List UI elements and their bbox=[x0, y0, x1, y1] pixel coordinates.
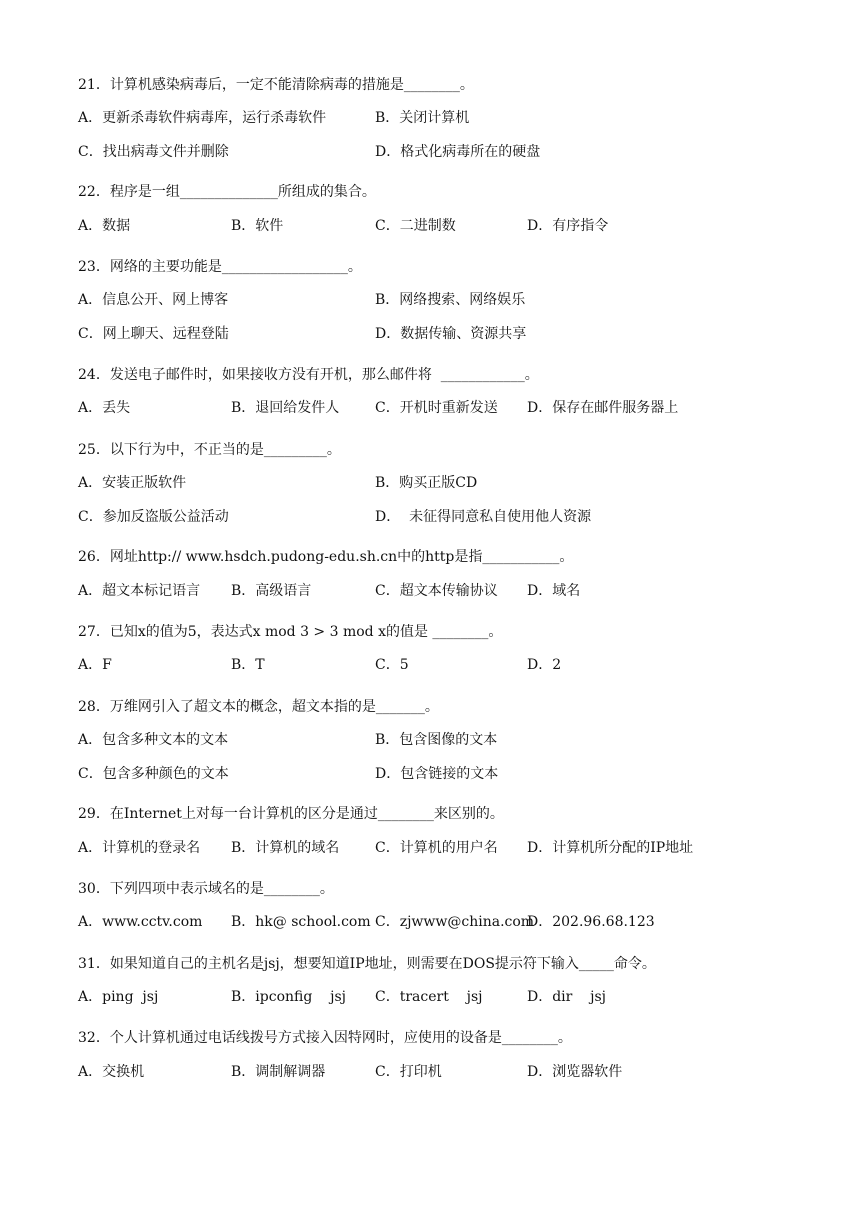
option-d: D．dir jsj bbox=[527, 989, 607, 1005]
option-a: A．信息公开、网上博客 bbox=[78, 292, 229, 308]
option-a: A．数据 bbox=[78, 218, 131, 234]
option-d: D．202.96.68.123 bbox=[527, 914, 655, 930]
options-row bbox=[78, 473, 478, 493]
question-23: 23．网络的主要功能是__________________。 bbox=[78, 259, 362, 275]
option-a: A．ping jsj bbox=[78, 989, 159, 1005]
option-a: A．丢失 bbox=[78, 400, 131, 416]
option-b: B．ipconfig jsj bbox=[231, 989, 346, 1005]
option-c: C．zjwww@china.com bbox=[375, 914, 535, 930]
option-d: D．计算机所分配的IP地址 bbox=[527, 840, 694, 856]
options-row bbox=[78, 838, 694, 858]
question-27: 27．已知x的值为5，表达式x mod 3 > 3 mod x的值是 ________。 bbox=[78, 624, 503, 640]
options-row bbox=[78, 324, 527, 344]
options-row bbox=[78, 290, 526, 310]
option-d: D． 未征得同意私自使用他人资源 bbox=[375, 509, 592, 525]
options-row bbox=[78, 108, 470, 128]
option-c: C．网上聊天、远程登陆 bbox=[78, 326, 229, 342]
option-c: C．包含多种颜色的文本 bbox=[78, 766, 229, 782]
option-d: D．有序指令 bbox=[527, 218, 609, 234]
question-24: 24．发送电子邮件时，如果接收方没有开机，那么邮件将 ____________。 bbox=[78, 367, 539, 383]
options-row bbox=[78, 216, 609, 236]
option-d: D．浏览器软件 bbox=[527, 1064, 623, 1080]
option-b: B．退回给发件人 bbox=[231, 400, 340, 416]
option-d: D．2 bbox=[527, 657, 562, 673]
option-c: C．计算机的用户名 bbox=[375, 840, 498, 856]
option-b: B．购买正版CD bbox=[375, 475, 478, 491]
option-b: B．网络搜索、网络娱乐 bbox=[375, 292, 526, 308]
question-31: 31．如果知道自己的主机名是jsj，想要知道IP地址，则需要在DOS提示符下输入_____命令。 bbox=[78, 956, 656, 972]
question-22: 22．程序是一组______________所组成的集合。 bbox=[78, 184, 376, 200]
option-b: B．T bbox=[231, 657, 265, 673]
option-b: B．hk@ school.com bbox=[231, 914, 371, 930]
options-row bbox=[78, 764, 499, 784]
option-d: D．数据传输、资源共享 bbox=[375, 326, 527, 342]
option-c: C．二进制数 bbox=[375, 218, 456, 234]
option-a: A．更新杀毒软件病毒库，运行杀毒软件 bbox=[78, 110, 327, 126]
question-28: 28．万维网引入了超文本的概念，超文本指的是_______。 bbox=[78, 699, 439, 715]
option-a: A．安装正版软件 bbox=[78, 475, 187, 491]
question-21: 21．计算机感染病毒后，一定不能清除病毒的措施是________。 bbox=[78, 77, 474, 93]
options-row bbox=[78, 987, 607, 1007]
options-row bbox=[78, 1062, 623, 1082]
question-25: 25．以下行为中，不正当的是_________。 bbox=[78, 442, 341, 458]
option-d: D．包含链接的文本 bbox=[375, 766, 499, 782]
option-c: C．找出病毒文件并删除 bbox=[78, 144, 229, 160]
options-row bbox=[78, 912, 655, 932]
option-a: A．计算机的登录名 bbox=[78, 840, 201, 856]
option-c: C．参加反盗版公益活动 bbox=[78, 509, 229, 525]
options-row bbox=[78, 507, 592, 527]
option-b: B．计算机的域名 bbox=[231, 840, 340, 856]
option-d: D．域名 bbox=[527, 583, 581, 599]
question-30: 30．下列四项中表示域名的是________。 bbox=[78, 881, 334, 897]
option-b: B．调制解调器 bbox=[231, 1064, 326, 1080]
option-b: B．包含图像的文本 bbox=[375, 732, 498, 748]
options-row bbox=[78, 655, 562, 675]
option-c: C．开机时重新发送 bbox=[375, 400, 498, 416]
question-32: 32．个人计算机通过电话线拨号方式接入因特网时，应使用的设备是________。 bbox=[78, 1030, 572, 1046]
option-a: A．交换机 bbox=[78, 1064, 145, 1080]
options-row bbox=[78, 142, 541, 162]
option-a: A．F bbox=[78, 657, 112, 673]
option-c: C．5 bbox=[375, 657, 409, 673]
option-c: C．打印机 bbox=[375, 1064, 442, 1080]
option-a: A．www.cctv.com bbox=[78, 914, 203, 930]
option-c: C．tracert jsj bbox=[375, 989, 483, 1005]
option-a: A．包含多种文本的文本 bbox=[78, 732, 229, 748]
options-row bbox=[78, 730, 498, 750]
option-d: D．保存在邮件服务器上 bbox=[527, 400, 679, 416]
option-a: A．超文本标记语言 bbox=[78, 583, 201, 599]
question-29: 29．在Internet上对每一台计算机的区分是通过________来区别的。 bbox=[78, 806, 504, 822]
option-b: B．软件 bbox=[231, 218, 284, 234]
option-b: B．关闭计算机 bbox=[375, 110, 470, 126]
option-b: B．高级语言 bbox=[231, 583, 312, 599]
option-d: D．格式化病毒所在的硬盘 bbox=[375, 144, 541, 160]
options-row bbox=[78, 398, 679, 418]
option-c: C．超文本传输协议 bbox=[375, 583, 498, 599]
options-row bbox=[78, 581, 581, 601]
question-26: 26．网址http:// www.hsdch.pudong-edu.sh.cn中的http是指___________。 bbox=[78, 549, 574, 565]
